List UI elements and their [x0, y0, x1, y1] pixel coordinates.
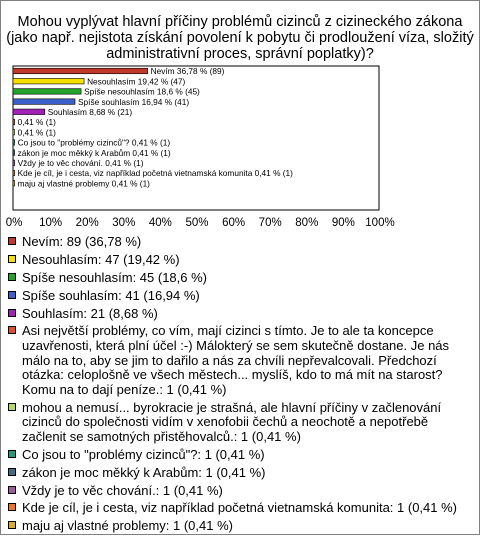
bar	[13, 109, 45, 115]
legend-swatch	[8, 403, 16, 411]
legend-label: Asi největší problémy, co vím, mají cizinci s tímto. Je to ale ta koncepce uzavřenosti, která plní účel :-) Málokterý se sem skutečně dostane. Je nás málo na to, aby se jim to dařilo a nás za chvíli nepřevalcovali. Předchozí otázka: celoplošně ve všech městech... myslíš, kdo to má mít na starost? Komu na to dají peníze.: 1 (0,41 %)	[22, 323, 450, 397]
x-tick-label: 20%	[75, 217, 99, 229]
bar	[13, 150, 15, 156]
bar	[13, 89, 81, 95]
legend-swatch	[8, 255, 16, 263]
legend-item	[8, 401, 474, 445]
legend-item	[8, 501, 474, 516]
bar	[13, 170, 15, 176]
bar	[13, 99, 75, 105]
bar	[13, 129, 15, 135]
legend	[8, 235, 474, 537]
legend-item	[8, 289, 474, 304]
x-tick-label: 30%	[112, 217, 136, 229]
legend-swatch	[8, 237, 16, 245]
legend-swatch	[8, 486, 16, 494]
legend-swatch	[8, 521, 16, 529]
x-tick-label: 60%	[222, 217, 246, 229]
x-tick-label: 80%	[295, 217, 319, 229]
bar-label: 0,41 % (1)	[17, 127, 56, 138]
chart-title: Mohou vyplývat hlavní příčiny problémů cizinců z cizineckého zákona (jako např. nejistota získání povolení k pobytu či prodloužení víza, složitý administrativní proces, správní poplatky)?	[6, 14, 474, 62]
legend-item	[8, 519, 474, 534]
bar-label: Spíše nesouhlasím 18,6 % (45)	[84, 86, 200, 97]
x-axis-ticks	[6, 217, 395, 229]
bar	[13, 180, 15, 186]
legend-item	[8, 253, 474, 268]
legend-label: Nevím: 89 (36,78 %)	[22, 234, 142, 249]
legend-item	[8, 466, 474, 481]
bar-chart	[0, 0, 480, 232]
legend-label: Vždy je to věc chování.: 1 (0,41 %)	[22, 482, 223, 498]
bar	[13, 160, 15, 166]
legend-label: Kde je cíl, je i cesta, viz například početná vietnamská komunita: 1 (0,41 %)	[22, 500, 457, 516]
legend-label: Spíše souhlasím: 41 (16,94 %)	[22, 287, 200, 303]
bar	[13, 68, 148, 74]
legend-swatch	[8, 309, 16, 317]
bar-label: Souhlasím 8,68 % (21)	[47, 107, 133, 117]
legend-label: Souhlasím: 21 (8,68 %)	[22, 305, 158, 321]
x-tick-label: 0%	[5, 217, 23, 229]
x-tick-label: 50%	[185, 217, 209, 229]
bar-label: Co jsou to "problémy cizinců"? 0,41 % (1)	[17, 137, 171, 148]
bar-labels	[18, 66, 294, 188]
bar-label: Nevím 36,78 % (89)	[150, 66, 225, 77]
bar	[13, 140, 15, 146]
x-tick-label: 70%	[258, 217, 282, 229]
x-tick-label: 100%	[365, 217, 395, 229]
legend-swatch	[8, 291, 16, 299]
legend-swatch	[8, 503, 16, 511]
legend-swatch	[8, 273, 16, 281]
bar-label: Kde je cíl, je i cesta, viz například početná vietnamská komunita 0,41 % (1)	[17, 168, 293, 179]
legend-item	[8, 307, 474, 322]
legend-item	[8, 448, 474, 463]
bar-label: Nesouhlasím 19,42 % (47)	[87, 76, 186, 87]
bar-label: Vždy je to věc chování. 0,41 % (1)	[17, 158, 144, 168]
legend-swatch	[8, 450, 16, 458]
legend-swatch	[8, 468, 16, 476]
x-tick-label: 10%	[39, 217, 63, 229]
legend-item	[8, 484, 474, 499]
legend-item	[8, 271, 474, 286]
legend-label: maju aj vlastné problemy: 1 (0,41 %)	[22, 518, 233, 534]
x-tick-label: 90%	[331, 217, 355, 229]
legend-label: Co jsou to "problémy cizinců"?: 1 (0,41 %)	[22, 446, 265, 462]
legend-label: Spíše nesouhlasím: 45 (18,6 %)	[22, 269, 207, 285]
bar	[13, 119, 15, 125]
x-tick-label: 40%	[148, 217, 172, 229]
legend-label: zákon je moc měkký k Arabům: 1 (0,41 %)	[22, 464, 266, 480]
bar-label: zákon je moc měkký k Arabům 0,41 % (1)	[17, 147, 171, 158]
legend-item	[8, 324, 474, 397]
legend-item	[8, 235, 474, 250]
bar	[13, 78, 84, 84]
bar-label: maju aj vlastné problemy 0,41 % (1)	[17, 178, 150, 189]
legend-label: mohou a nemusí... byrokracie je strašná, ale hlavní příčiny v začlenování cizinců do společnosti vidím v xenofobii čechů a neochotě a nepotřebě začlenit se samotných přistěhovalců.: 1 (0,41 %)	[22, 399, 442, 444]
legend-label: Nesouhlasím: 47 (19,42 %)	[22, 251, 180, 267]
bar-label: Spíše souhlasím 16,94 % (41)	[78, 96, 190, 107]
bar-label: 0,41 % (1)	[17, 117, 56, 128]
legend-swatch	[8, 326, 16, 334]
